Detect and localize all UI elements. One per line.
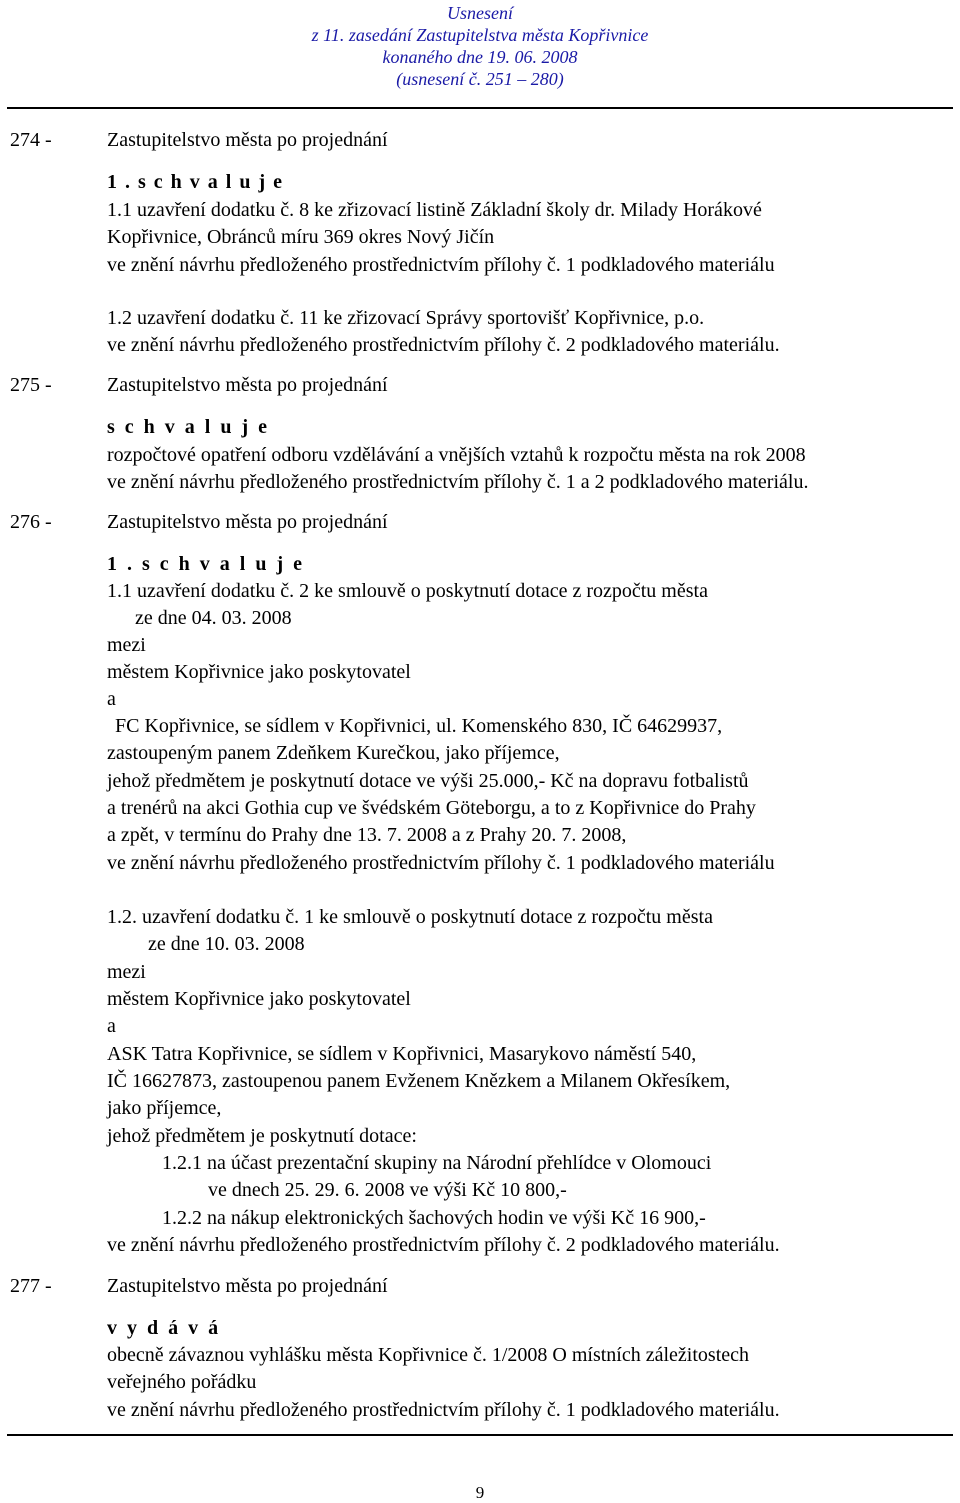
resolution-line: zastoupeným panem Zdeňkem Kurečkou, jako příjemce, [107,742,560,764]
resolution-number: 275 - [10,374,52,396]
header-date: konaného dne 19. 06. 2008 [382,47,578,67]
resolution-line: 1.2. uzavření dodatku č. 1 ke smlouvě o poskytnutí dotace z rozpočtu města [107,906,713,928]
resolution-line: ze dne 10. 03. 2008 [148,933,305,955]
resolution-line: mezi [107,961,146,983]
resolution-line: FC Kopřivnice, se sídlem v Kopřivnici, ul. Komenského 830, IČ 64629937, [115,715,723,737]
resolution-line: obecně závaznou vyhlášku města Kopřivnice č. 1/2008 O místních záležitostech [107,1344,750,1366]
resolution-line: jehož předmětem je poskytnutí dotace ve výši 25.000,- Kč na dopravu fotbalistů [107,770,749,792]
resolution-line: IČ 16627873, zastoupenou panem Evženem Knězkem a Milanem Okřesíkem, [107,1070,731,1092]
resolution-line: ze dne 04. 03. 2008 [135,607,292,629]
resolution-line: městem Kopřivnice jako poskytovatel [107,988,411,1010]
top-rule [7,107,953,109]
resolution-line: rozpočtové opatření odboru vzdělávání a vnějších vztahů k rozpočtu města na rok 2008 [107,444,806,466]
resolution-line: a [107,688,116,710]
resolution-line: ve znění návrhu předloženého prostřednictvím přílohy č. 1 podkladového materiálu. [107,1399,780,1421]
resolution-line: veřejného pořádku [107,1371,257,1393]
resolution-verb: s c h v a l u j e [107,416,270,438]
resolution-line: ve znění návrhu předloženého prostřednictvím přílohy č. 2 podkladového materiálu. [107,1234,780,1256]
resolution-line: ve znění návrhu předloženého prostřednictvím přílohy č. 1 podkladového materiálu [107,852,775,874]
header-range: (usnesení č. 251 – 280) [396,69,564,89]
resolution-intro: Zastupitelstvo města po projednání [107,374,388,396]
document-header [0,2,960,90]
resolution-intro: Zastupitelstvo města po projednání [107,129,388,151]
resolution-line: 1.2.2 na nákup elektronických šachových hodin ve výši Kč 16 900,- [162,1207,706,1229]
resolution-line: ve znění návrhu předloženého prostřednictvím přílohy č. 1 podkladového materiálu [107,254,775,276]
bottom-rule [7,1434,953,1436]
resolution-intro: Zastupitelstvo města po projednání [107,511,388,533]
resolution-line: 1.1 uzavření dodatku č. 2 ke smlouvě o poskytnutí dotace z rozpočtu města [107,580,708,602]
resolution-verb: 1 . s c h v a l u j e [107,553,305,575]
resolution-line: 1.1 uzavření dodatku č. 8 ke zřizovací listině Základní školy dr. Milady Horákové [107,199,762,221]
resolution-line: ve znění návrhu předloženého prostřednictvím přílohy č. 2 podkladového materiálu. [107,334,780,356]
header-title: Usnesení [447,3,513,23]
resolution-number: 276 - [10,511,52,533]
resolution-line: 1.2 uzavření dodatku č. 11 ke zřizovací Správy sportovišť Kopřivnice, p.o. [107,307,705,329]
resolution-line: jako příjemce, [107,1097,222,1119]
resolution-line: Kopřivnice, Obránců míru 369 okres Nový Jičín [107,226,495,248]
resolution-line: jehož předmětem je poskytnutí dotace: [107,1125,417,1147]
resolution-line: 1.2.1 na účast prezentační skupiny na Národní přehlídce v Olomouci [162,1152,712,1174]
resolution-line: a zpět, v termínu do Prahy dne 13. 7. 2008 a z Prahy 20. 7. 2008, [107,824,627,846]
resolution-verb: v y d á v á [107,1317,221,1339]
resolution-line: mezi [107,634,146,656]
resolution-line: ve znění návrhu předloženého prostřednictvím přílohy č. 1 a 2 podkladového materiálu. [107,471,809,493]
resolution-number: 274 - [10,129,52,151]
header-session: z 11. zasedání Zastupitelstva města Kopřivnice [311,25,649,45]
resolution-line: ve dnech 25. 29. 6. 2008 ve výši Kč 10 800,- [208,1179,567,1201]
resolution-line: a trenérů na akci Gothia cup ve švédském Göteborgu, a to z Kopřivnice do Prahy [107,797,756,819]
resolution-intro: Zastupitelstvo města po projednání [107,1275,388,1297]
resolution-line: a [107,1015,116,1037]
resolution-line: městem Kopřivnice jako poskytovatel [107,661,411,683]
resolution-line: ASK Tatra Kopřivnice, se sídlem v Kopřivnici, Masarykovo náměstí 540, [107,1043,697,1065]
resolution-verb: 1 . s c h v a l u j e [107,171,284,193]
page-number: 9 [475,1483,485,1502]
resolution-number: 277 - [10,1275,52,1297]
